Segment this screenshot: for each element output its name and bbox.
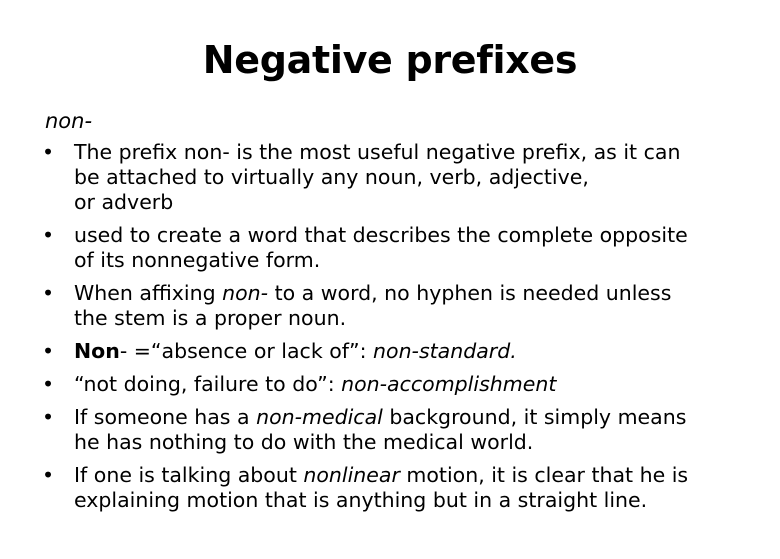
bullet-item — [42, 140, 762, 215]
section-heading: non- — [45, 109, 93, 133]
text-segment: explaining motion that is anything but in a straight line. — [74, 488, 648, 512]
text-segment: If someone has a — [74, 405, 257, 429]
italic-term: non-medical — [256, 405, 383, 429]
italic-term: non-standard. — [373, 339, 517, 363]
text-segment: - =“absence or lack of”: — [119, 339, 374, 363]
bullet-item — [42, 223, 762, 273]
text-segment: to a word, no hyphen is needed unless — [268, 281, 672, 305]
text-segment: The prefix non- is the most useful negative prefix, as it can — [74, 140, 681, 164]
bullet-line — [74, 488, 762, 513]
text-segment: the stem is a proper noun. — [74, 306, 347, 330]
bullet-point-icon: • — [42, 140, 55, 164]
bullet-line — [74, 223, 762, 248]
bullet-item — [42, 372, 762, 397]
bullet-line — [74, 463, 762, 488]
text-segment: used to create a word that describes the complete opposite — [74, 223, 688, 247]
bullet-line — [74, 165, 762, 190]
bullet-item — [42, 281, 762, 331]
bullet-line — [74, 405, 762, 430]
text-segment: of its nonnegative form. — [74, 248, 321, 272]
bold-term: Non — [74, 339, 120, 363]
bullet-point-icon: • — [42, 463, 55, 487]
slide-title: Negative prefixes — [202, 38, 578, 82]
text-segment: When affixing — [74, 281, 223, 305]
text-segment: “not doing, failure to do”: — [74, 372, 342, 396]
bullet-point-icon: • — [42, 281, 55, 305]
text-segment: background, it simply means — [382, 405, 687, 429]
text-segment: he has nothing to do with the medical world. — [74, 430, 534, 454]
bullet-item — [42, 339, 762, 364]
bullet-point-icon: • — [42, 223, 55, 247]
text-segment: or adverb — [74, 190, 174, 214]
bullet-line — [74, 190, 762, 215]
bullet-item — [42, 405, 762, 455]
text-segment: If one is talking about — [74, 463, 304, 487]
bullet-line — [74, 339, 762, 364]
italic-term: non- — [222, 281, 269, 305]
bullet-line — [74, 306, 762, 331]
bullet-line — [74, 248, 762, 273]
bullet-line — [74, 372, 762, 397]
bullet-list — [42, 140, 762, 521]
bullet-line — [74, 430, 762, 455]
bullet-line — [74, 140, 762, 165]
bullet-point-icon: • — [42, 372, 55, 396]
text-segment: be attached to virtually any noun, verb, adjective, — [74, 165, 589, 189]
bullet-line — [74, 281, 762, 306]
bullet-item — [42, 463, 762, 513]
text-segment: motion, it is clear that he is — [399, 463, 689, 487]
bullet-point-icon: • — [42, 339, 55, 363]
bullet-point-icon: • — [42, 405, 55, 429]
italic-term: nonlinear — [303, 463, 400, 487]
italic-term: non-accomplishment — [341, 372, 557, 396]
